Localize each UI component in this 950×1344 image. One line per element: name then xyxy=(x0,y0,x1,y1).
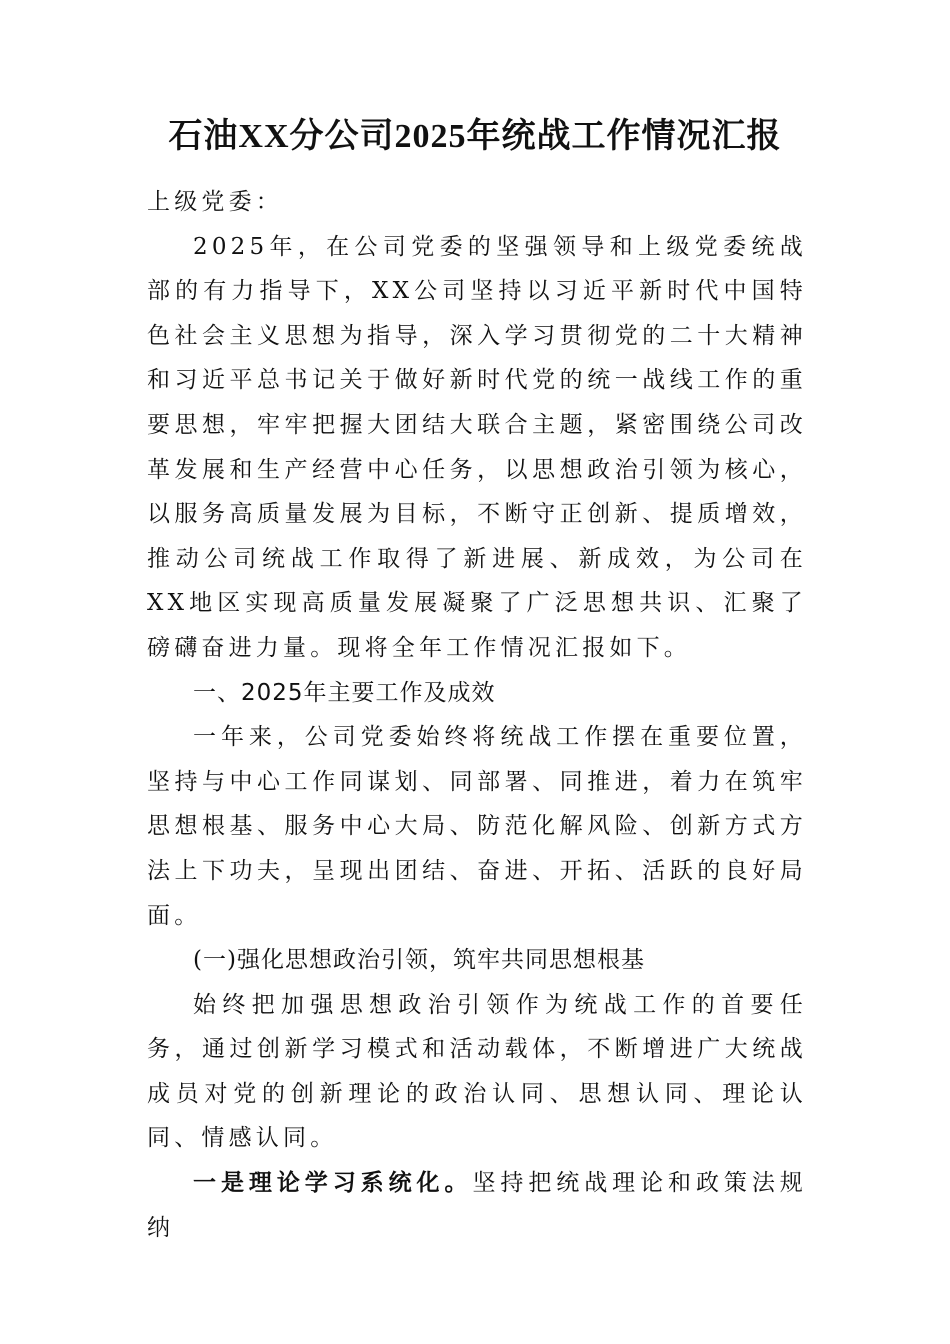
subsection-paragraph: 始终把加强思想政治引领作为统战工作的首要任务，通过创新学习模式和活动载体，不断增进广大统战成员对党的创新理论的政治认同、思想认同、理论认同、情感认同。 xyxy=(147,991,807,1152)
subsection-heading: (一)强化思想政治引领，筑牢共同思想根基 xyxy=(193,947,645,974)
section-heading: 一、2025年主要工作及成效 xyxy=(193,679,496,706)
salutation: 上级党委： xyxy=(147,189,283,215)
section-paragraph: 一年来，公司党委始终将统战工作摆在重要位置，坚持与中心工作同谋划、同部署、同推进，着力在筑牢思想根基、服务中心大局、防范化解风险、创新方式方法上下功夫，呈现出团结、奋进、开拓、活跃的良好局面。 xyxy=(147,724,807,929)
document-title: 石油XX分公司2025年统战工作情况汇报 xyxy=(168,118,782,155)
item-paragraph xyxy=(147,1161,807,1250)
intro-paragraph: 2025年，在公司党委的坚强领导和上级党委统战部的有力指导下，XX公司坚持以习近平新时代中国特色社会主义思想为指导，深入学习贯彻党的二十大精神和习近平总书记关于做好新时代党的统一战线工作的重要思想，牢牢把握大团结大联合主题，紧密围绕公司改革发展和生产经营中心任务，以思想政治引领为核心，以服务高质量发展为目标，不断守正创新、提质增效，推动公司统战工作取得了新进展、新成效，为公司在XX地区实现高质量发展凝聚了广泛思想共识、汇聚了磅礴奋进力量。现将全年工作情况汇报如下。 xyxy=(147,233,807,661)
document-body xyxy=(147,180,807,1250)
item-lead: 一是理论学习系统化。 xyxy=(193,1170,473,1197)
item-text: 坚持把统战理论和政策法规纳 xyxy=(147,1170,808,1241)
